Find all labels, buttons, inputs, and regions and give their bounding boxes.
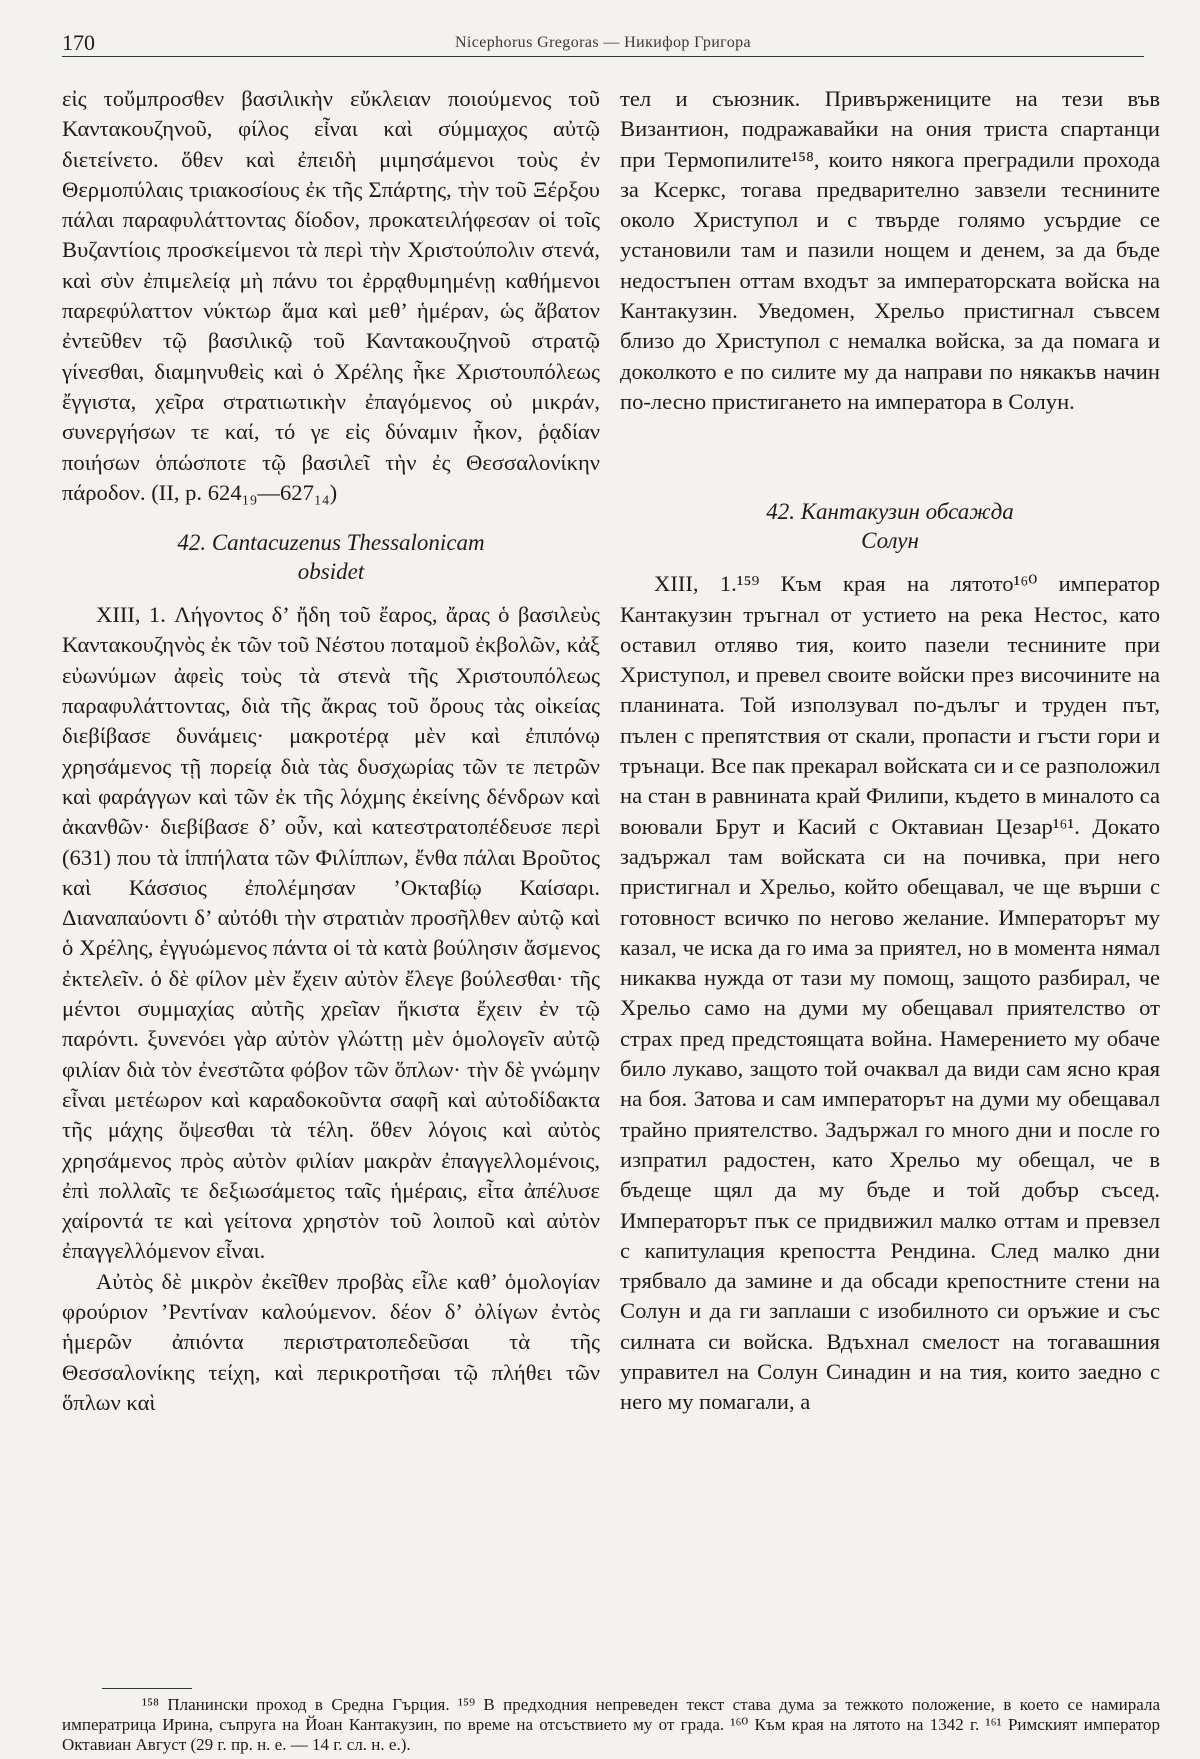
bulgarian-paragraph-1: XIII, 1.¹⁵⁹ Към края на лятото¹⁶⁰ император Кантакузин тръгнал от устието на река Нестос, като оставил отляво тия, които пазели теснините при Христупол, и превел своите войски през височините на планината. Той използувал по-дълъг и труден път, пълен с препятствия от скали, пропасти и гъсти гори и трънаци. Все пак прекарал войската си и се разположил на стан в равнината край Филипи, където в миналото са воювали Брут и Касий с Октавиан Цезар¹⁶¹. Докато задържал там войската си на почивка, при него пристигнал и Хрельо, който обещавал, че ще върши с готовност всичко по негово желание. Императорът му казал, че иска да го има за приятел, но в момента нямал никаква нужда от тази му помощ, защото разбирал, че Хрельо само на думи му обещавал приятелство от страх пред предстоящата война. Намерението му обаче било лукаво, защото той очаквал да види сам ясно края на боя. Затова и сам императорът на думи му обещавал трайно приятелство. Задържал го много дни и после го изпратил радостен, като Хрельо му обещал, че в бъдеще щял да му бъде и той добър съсед. Императорът пък се придвижил малко оттам и превзел с капитулация крепостта Рендина. След малко дни трябвало да замине и да обсади крепостните стени на Солун и да ги заплаши с изобилното си оръжие и със силната си войска. Вдъхнал смелост на тогавашния управител на Солун Синадин и на тия, които заедно с него му помагали, а <box>620 571 1160 1415</box>
footnote-text: ¹⁵⁸ Планински проход в Средна Гърция. ¹⁵⁹ В предходния непреведен текст става дума за тежкото положение, в което се намирала императрица Ирина, съпруга на Йоан Кантакузин, по време на отсъствието му от града. ¹⁶⁰ Към края на лятото на 1342 г. ¹⁶¹ Римският император Октавиан Август (29 г. пр. н. е. — 14 г. сл. н. е.). <box>62 1695 1160 1754</box>
greek-column <box>62 84 600 1418</box>
greek-paragraph-2: Αὐτὸς δὲ μικρὸν ἐκεῖθεν προβὰς εἷλε καθ’ ὁμολογίαν φρούριον ’Ρεντίναν καλούμενον. δέον δ’ ὀλίγων ἐντὸς ἡμερῶν ἀπιόντα περιστρατοπεδεῦσαι τὰ τῆς Θεσσαλονίκης τείχη, καὶ περικροτῆσαι τῷ πλήθει τῶν ὅπλων καὶ <box>62 1268 600 1415</box>
footnotes <box>62 1688 1160 1755</box>
greek-paragraph-1: XIII, 1. Λήγοντος δ’ ἤδη τοῦ ἔαρος, ἄρας ὁ βασιλεὺς Καντακουζηνὸς ἐκ τῶν τοῦ Νέστου ποταμοῦ ἐκβολῶν, κἀξ εὐωνύμων ἀφεὶς τοὺς τὰ στενὰ τῆς Χριστουπόλεως παραφυλάττοντας, διὰ τῆς ἄκρας τοῦ ὄρους τὰς οἰκείας διεβίβασε δυνάμεις· μακροτέρᾳ μὲν καὶ ἐπιπόνῳ χρησάμενος τῇ πορείᾳ διὰ τὰς δυσχωρίας τῶν τε πετρῶν καὶ φαράγγων καὶ τῶν ἐκ τῆς λόχμης ἐκείνης δένδρων καὶ ἀκανθῶν· διεβίβασε δ’ οὖν, καὶ κατεστρατοπέδευσε περὶ (631) που τὰ ἱππήλατα τῶν Φιλίππων, ἔνθα πάλαι Βροῦτος καὶ Κάσσιος ἐπολέμησαν ’Οκταβίῳ Καίσαρι. Διαναπαύοντι δ’ αὐτόθι τὴν στρατιὰν προσῆλθεν αὐτῷ καὶ ὁ Χρέλης, ἐγγυώμενος πάντα οἱ τὰ κατὰ βούλησιν ἄσμενος ἐκτελεῖν. ὁ δὲ φίλον μὲν ἔχειν αὐτὸν ἔλεγε βούλεσθαι· τῆς μέντοι συμμαχίας αὐτῆς χρεῖαν ἥκιστα ἔχειν ἐν τῷ παρόντι. ξυνενόει γὰρ αὐτὸν γλώττῃ μὲν ὁμολογεῖν αὐτῷ φιλίαν διὰ τὸν ἐνεστῶτα φόβον τῶν ὅπλων· τὴν δὲ γνώμην εἶναι μετέωρον καὶ καραδοκοῦντα σαφῆ καὶ αὐτοδίδακτα τῆς μάχης ὄψεσθαι τὰ τέλη. ὅθεν λόγοις καὶ αὐτὸς χρησάμενος πρὸς αὐτὸν φιλίαν μακρὰν ἐπαγγελλομένοις, ἐπὶ πολλαῖς τε δεξιωσάμετος ταῖς ἡμέραις, εἶτα ἀπέλυσε χαίροντά τε καὶ γείτονα χρηστὸν τοῦ λοιποῦ καὶ αὐτὸν ἐπαγγελλόμενον εἶναι. <box>62 602 600 1264</box>
bulgarian-column <box>620 84 1160 1418</box>
greek-section-heading <box>62 528 600 586</box>
bulgarian-section-heading <box>620 497 1160 555</box>
bulgarian-heading-line-1: 42. Кантакузин обсажда <box>766 499 1014 525</box>
page-number: 170 <box>62 30 95 55</box>
footnote-rule <box>102 1688 192 1689</box>
greek-intro-paragraph: εἰς τοὔμπροσθεν βασιλικὴν εὔκλειαν ποιούμενος τοῦ Καντακουζηνοῦ, φίλος εἶναι καὶ σύμμαχος αὐτῷ διετείνετο. ὅθεν καὶ ἐπειδὴ μιμησάμενοι τοὺς ἐν Θερμοπύλαις τριακοσίους ἐκ τῆς Σπάρτης, τὴν τοῦ Ξέρξου πάλαι παραφυλάττοντας δίοδον, προκατειλήφεσαν οἱ τοῖς Βυζαντίοις προσκείμενοι τὰ περὶ τὴν Χριστούπολιν στενά, καὶ σὺν ἐπιμελείᾳ μὴ πάνυ τοι ἐρρᾳθυμημένῃ καθήμενοι παρεφύλαττον νύκτωρ ἅμα καὶ μεθ’ ἡμέραν, ὡς ἄβατον ἐντεῦθεν τῷ βασιλικῷ τοῦ Καντακουζηνοῦ στρατῷ γίνεσθαι, διαμηνυθεὶς καὶ ὁ Χρέλης ἧκε Χριστουπόλεως ἔγγιστα, χεῖρα στρατιωτικὴν ἐπαγόμενος οὐ μικράν, συνεργήσων τε καί, τό γε εἰς δύναμιν ἧκον, ῥᾳδίαν ποιήσων ὁπώσποτε τῷ βασιλεῖ τὴν ἐς Θεσσαλονίκην πάροδον. (II, p. 624₁₉—627₁₄) <box>62 86 600 505</box>
running-title: Nicephorus Gregoras — Никифор Григора <box>454 34 752 51</box>
page-header <box>62 28 1144 57</box>
greek-heading-line-1: 42. Cantacuzenus Thessalonicam <box>177 530 485 556</box>
bulgarian-heading-line-2: Солун <box>861 528 919 554</box>
greek-heading-line-2: obsidet <box>297 559 365 585</box>
bulgarian-intro-paragraph: тел и съюзник. Привържениците на тези във Византион, подражавайки на ония триста спартанци при Термопилите¹⁵⁸, които някога преградили прохода за Ксеркс, тогава предварително завзели теснините около Христупол и с твърде голямо усърдие се установили там и пазили нощем и денем, за да бъде недостъпен оттам входът за императорската войска на Кантакузин. Уведомен, Хрельо пристигнал съвсем близо до Христупол с немалка войска, за да помага и доколкото е по силите му да направи по някакъв начин по-лесно пристигането на императора в Солун. <box>620 86 1160 414</box>
